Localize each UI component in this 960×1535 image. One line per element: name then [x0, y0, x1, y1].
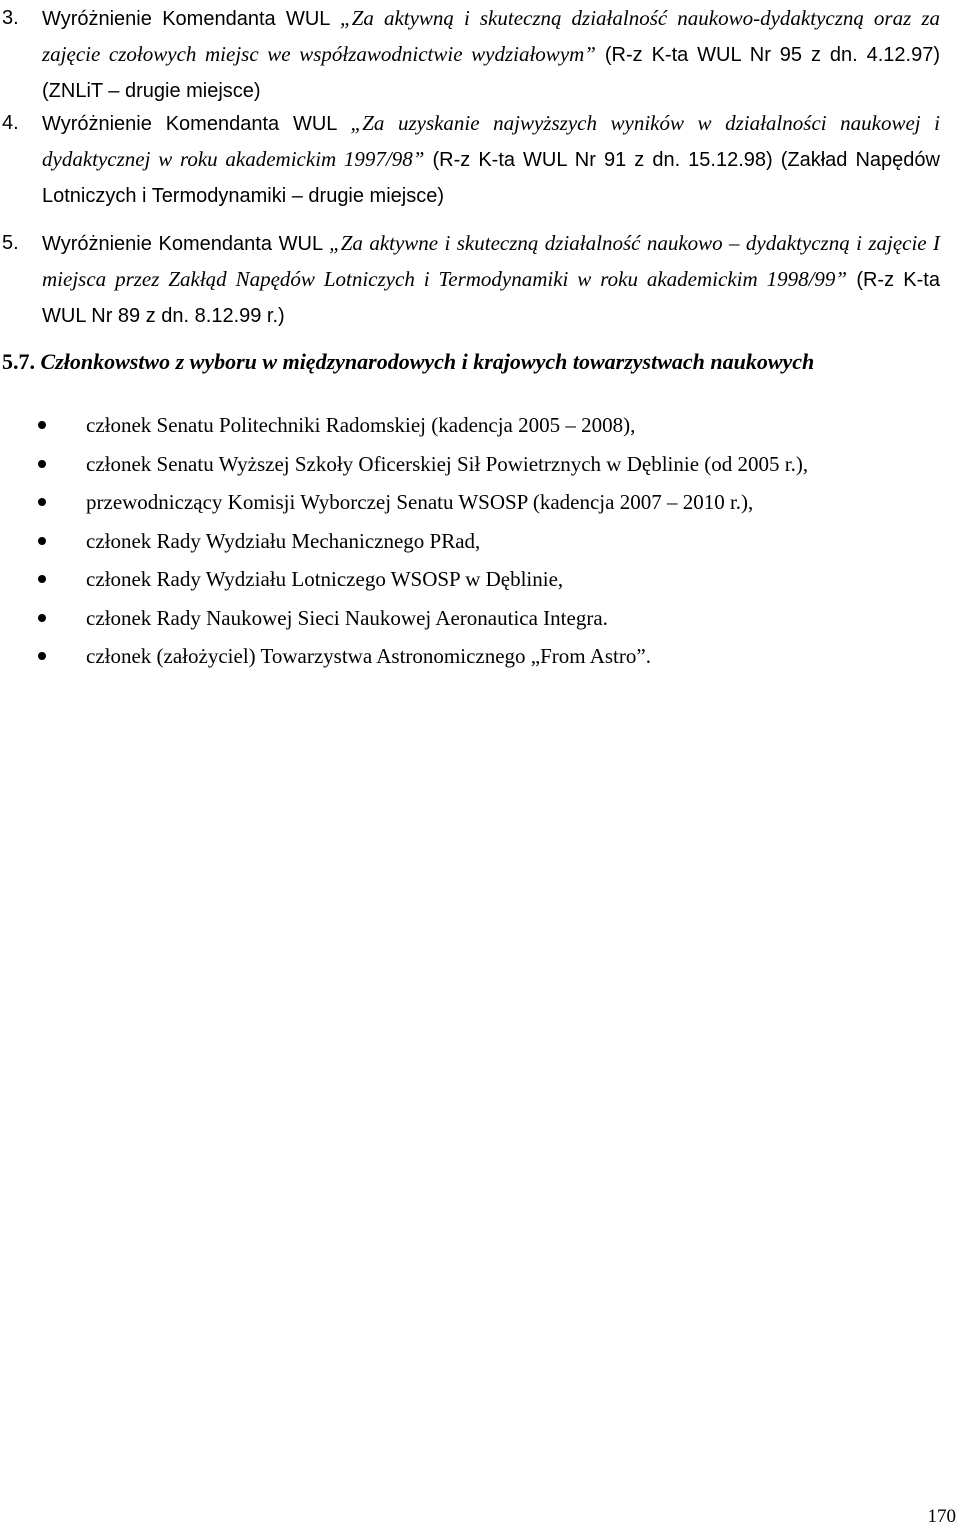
membership-text: członek (założyciel) Towarzystwa Astronomicznego „From Astro”. [86, 644, 651, 668]
membership-text: członek Rady Naukowej Sieci Naukowej Aeronautica Integra. [86, 605, 608, 630]
section-heading [2, 344, 814, 380]
list-item [0, 560, 940, 599]
award-suffix: (R-z K-ta WUL Nr 91 z dn. 15.12.98) (Zakład Napędów Lotniczych i Termodynamiki – drugie miejsce) [42, 149, 940, 207]
list-item [0, 483, 940, 522]
list-item [0, 445, 940, 484]
membership-text: przewodniczący Komisji Wyborczej Senatu WSOSP (kadencja 2007 – 2010 r.), [86, 490, 754, 514]
award-number: 5. [2, 232, 19, 254]
award-prefix: Wyróżnienie Komendanta WUL [42, 113, 351, 135]
award-item-3 [0, 1, 940, 109]
list-item [0, 599, 940, 638]
bullet-icon [38, 614, 46, 622]
bullet-icon [38, 537, 46, 545]
award-title: „Za uzyskanie najwyższych wyników w działalności naukowej i dydaktycznej w roku akademickim 1997/98” [42, 111, 941, 171]
bullet-icon [38, 460, 46, 468]
award-item-4 [0, 106, 940, 214]
list-item [0, 522, 940, 561]
page-number: 170 [927, 1506, 956, 1527]
list-item [0, 406, 940, 445]
award-item-5 [0, 226, 940, 334]
award-number: 4. [2, 112, 19, 134]
award-prefix: Wyróżnienie Komendanta WUL [42, 233, 330, 255]
section-title: Członkowstwo z wyboru w międzynarodowych i krajowych towarzystwach naukowych [40, 349, 815, 374]
bullet-icon [38, 652, 46, 660]
award-suffix: (R-z K-ta WUL Nr 89 z dn. 8.12.99 r.) [42, 269, 940, 327]
award-text [42, 1, 940, 109]
membership-text: członek Senatu Wyższej Szkoły Oficerskiej Sił Powietrznych w Dęblinie (od 2005 r.), [86, 451, 809, 476]
award-title: „Za aktywną i skuteczną działalność naukowo-dydaktyczną oraz za zajęcie czołowych miejsc we współzawodnictwie wydziałowym” [42, 6, 940, 66]
award-number: 3. [2, 7, 19, 29]
bullet-icon [38, 498, 46, 506]
membership-text: członek Senatu Politechniki Radomskiej (kadencja 2005 – 2008), [86, 413, 636, 437]
award-text [42, 226, 940, 334]
award-suffix: (R-z K-ta WUL Nr 95 z dn. 4.12.97) (ZNLiT – drugie miejsce) [42, 44, 940, 102]
list-item [0, 637, 940, 676]
bullet-icon [38, 421, 46, 429]
membership-text: członek Rady Wydziału Mechanicznego PRad, [86, 528, 481, 553]
bullet-icon [38, 575, 46, 583]
section-number: 5.7. [2, 349, 35, 374]
award-prefix: Wyróżnienie Komendanta WUL [42, 8, 341, 30]
award-text [42, 106, 940, 214]
award-title: „Za aktywne i skuteczną działalność naukowo – dydaktyczną i zajęcie I miejsca przez Zakłąd Napędów Lotniczych i Termodynamiki w roku akademickim 1998/99” [42, 231, 941, 291]
membership-list [0, 406, 940, 676]
membership-text: członek Rady Wydziału Lotniczego WSOSP w Dęblinie, [86, 567, 564, 591]
